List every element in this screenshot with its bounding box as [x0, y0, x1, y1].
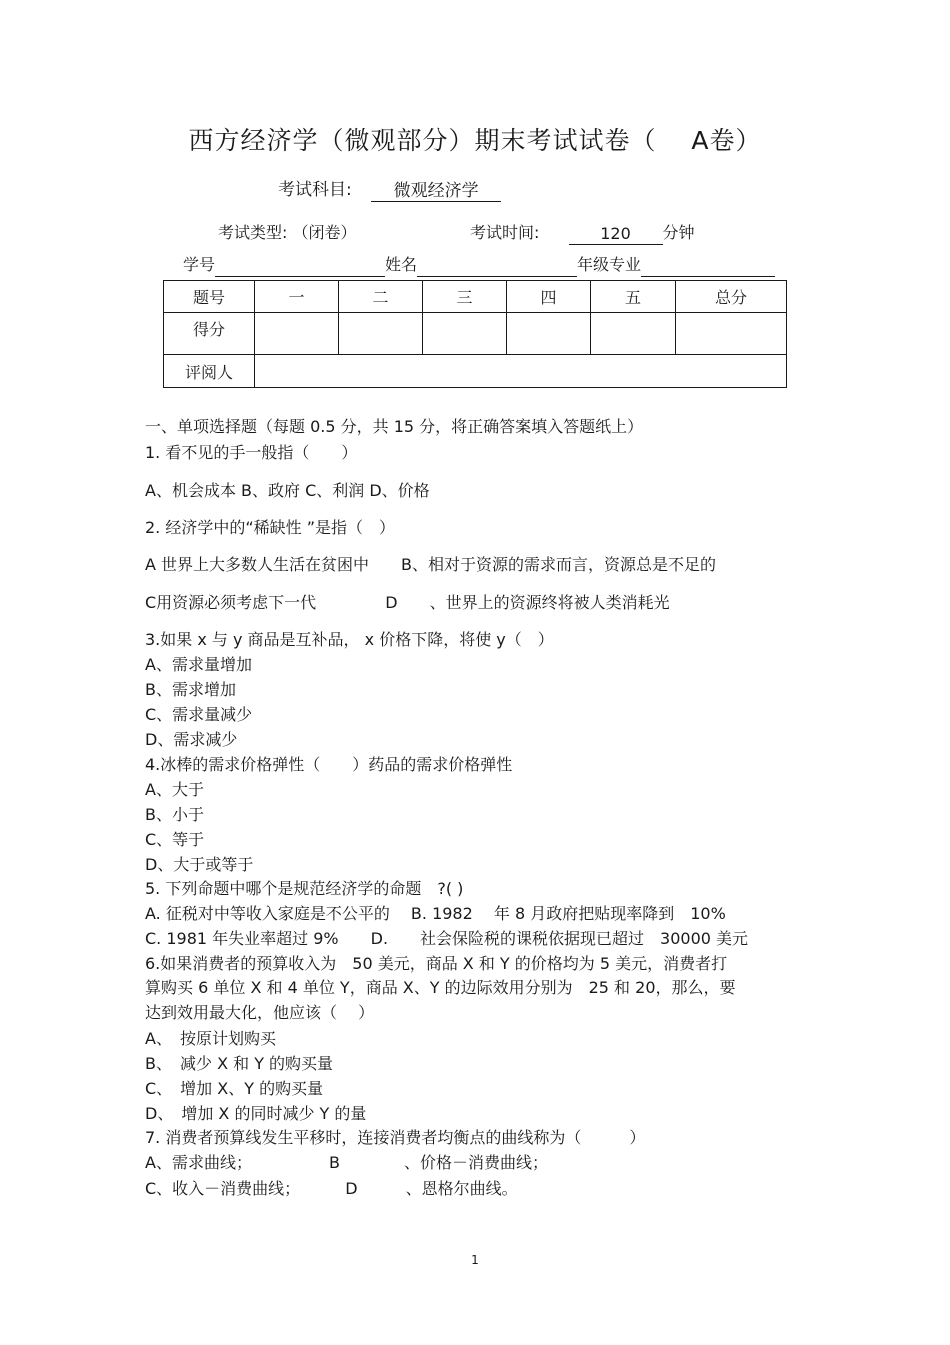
question-line: A、机会成本 B、政府 C、利润 D、价格	[145, 481, 430, 500]
question-line: C、收入－消费曲线； D 、恩格尔曲线。	[145, 1179, 518, 1198]
exam-time-label: 考试时间:	[470, 223, 540, 242]
question-line: C用资源必须考虑下一代 D 、世界上的资源终将被人类消耗光	[145, 593, 670, 612]
question-line: A、大于	[145, 780, 204, 799]
header-cell: 题号	[164, 281, 255, 313]
student-grade-label: 年级专业	[577, 255, 642, 274]
score-cell[interactable]	[255, 313, 339, 355]
reviewer-row	[164, 355, 787, 388]
reviewer-cell[interactable]	[255, 355, 787, 388]
question-line: C、 增加 X、Y 的购买量	[145, 1079, 324, 1098]
question-line: 达到效用最大化，他应该（ ）	[145, 1003, 375, 1022]
header-cell: 一	[255, 281, 339, 313]
question-line: A、需求量增加	[145, 655, 252, 674]
page-number: 1	[471, 1253, 479, 1267]
score-cell[interactable]	[507, 313, 591, 355]
score-table-header-row	[164, 281, 787, 313]
score-row	[164, 313, 787, 355]
subject-value: 微观经济学	[371, 179, 501, 202]
question-line: B、小于	[145, 805, 204, 824]
exam-type: 考试类型: （闭卷）	[218, 223, 357, 242]
question-line: C. 1981 年失业率超过 9% D. 社会保险税的课税依据现已超过 30000 美元	[145, 929, 749, 948]
score-cell[interactable]	[591, 313, 676, 355]
reviewer-label: 评阅人	[164, 355, 255, 388]
exam-title: 西方经济学（微观部分）期末考试试卷（ A卷）	[188, 126, 762, 155]
question-line: D、大于或等于	[145, 855, 254, 874]
student-grade-field[interactable]	[641, 254, 775, 277]
student-name-field[interactable]	[417, 254, 577, 277]
question-line: D、需求减少	[145, 730, 238, 749]
score-cell[interactable]	[339, 313, 423, 355]
question-line: B、 减少 X 和 Y 的购买量	[145, 1054, 334, 1073]
question-line: D、 增加 X 的同时减少 Y 的量	[145, 1104, 367, 1123]
student-id-field[interactable]	[215, 254, 385, 277]
student-name-label: 姓名	[385, 255, 418, 274]
question-line: A. 征税对中等收入家庭是不公平的 B. 1982 年 8 月政府把贴现率降到 10%	[145, 904, 726, 923]
student-info-row	[183, 253, 775, 277]
subject-row	[278, 178, 501, 202]
question-line: A、需求曲线； B 、价格－消费曲线；	[145, 1153, 549, 1172]
question-line: C、等于	[145, 830, 205, 849]
question-line: 6.如果消费者的预算收入为 50 美元，商品 X 和 Y 的价格均为 5 美元，消费者打	[145, 954, 728, 973]
header-cell: 二	[339, 281, 423, 313]
subject-label: 考试科目:	[278, 180, 352, 200]
question-line: 2. 经济学中的“稀缺性 ”是指（ ）	[145, 518, 396, 537]
header-cell: 五	[591, 281, 676, 313]
question-line: 1. 看不见的手一般指（ ）	[145, 443, 358, 462]
question-line: 3.如果 x 与 y 商品是互补品， x 价格下降，将使 y（ ）	[145, 630, 554, 649]
score-table	[163, 280, 787, 388]
score-label: 得分	[164, 313, 255, 355]
question-line: 4.冰棒的需求价格弹性（ ）药品的需求价格弹性	[145, 755, 513, 774]
question-line: 算购买 6 单位 X 和 4 单位 Y，商品 X、Y 的边际效用分别为 25 和 20，那么，要	[145, 978, 736, 997]
exam-time-unit: 分钟	[662, 223, 695, 242]
exam-time-row	[470, 221, 695, 245]
question-line: B、需求增加	[145, 680, 236, 699]
exam-time-value: 120	[569, 222, 663, 245]
header-cell: 四	[507, 281, 591, 313]
question-line: A 世界上大多数人生活在贫困中 B、相对于资源的需求而言，资源总是不足的	[145, 555, 717, 574]
question-line: A、 按原计划购买	[145, 1029, 276, 1048]
question-line: C、需求量减少	[145, 705, 253, 724]
score-cell[interactable]	[676, 313, 787, 355]
header-cell: 三	[423, 281, 507, 313]
question-line: 7. 消费者预算线发生平移时，连接消费者均衡点的曲线称为（ ）	[145, 1128, 646, 1147]
header-cell: 总分	[676, 281, 787, 313]
section-heading: 一、单项选择题（每题 0.5 分，共 15 分，将正确答案填入答题纸上）	[145, 417, 644, 436]
score-cell[interactable]	[423, 313, 507, 355]
question-line: 5. 下列命题中哪个是规范经济学的命题 ?( )	[145, 879, 464, 898]
student-id-label: 学号	[183, 255, 216, 274]
